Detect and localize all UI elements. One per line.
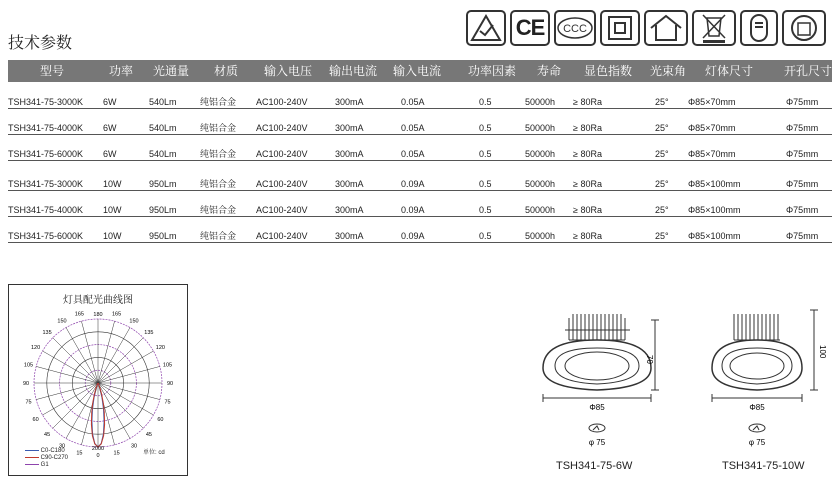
table-cell: 0.09A [401,231,425,241]
polar-spoke [81,321,98,383]
table-cell: 纯铝合金 [200,179,237,189]
table-cell: 0.05A [401,123,425,133]
polar-spoke [43,351,98,383]
column-header: 材质 [213,64,238,78]
column-header: 输入电流 [392,64,441,78]
table-cell: 50000h [525,97,556,107]
table-cell: 50000h [525,149,556,159]
angle-label-left: 120 [31,345,41,351]
legend-c90-label: C90-C270 [40,455,69,461]
table-cell: 0.5 [479,179,492,189]
polar-diagram [8,284,188,476]
polar-spoke [98,328,130,383]
angle-label-left: 60 [32,417,39,423]
legend-c90 [25,455,68,462]
angle-label-left: 105 [23,362,34,369]
table-cell: 纯铝合金 [200,231,237,241]
cutout-label-10w: φ 75 [748,438,766,447]
polar-spoke [98,321,115,383]
table-cell: 300mA [335,205,364,215]
table-cell: AC100-240V [256,231,308,241]
table-cell: 纯铝合金 [200,97,237,107]
cutout-label-6w: φ 75 [588,438,606,447]
angle-label-right: 45 [145,431,152,438]
table-cell: Φ85×70mm [688,149,736,159]
column-header: 寿命 [536,64,561,78]
angle-label-left: 150 [57,318,67,325]
polar-spoke [36,383,98,400]
column-header: 显色指数 [583,64,632,78]
table-cell: 25° [655,205,669,215]
diameter-label-6w: Φ85 [589,403,605,412]
table-cell: Φ75mm [786,205,819,215]
table-header [8,60,832,82]
table-cell: 300mA [335,179,364,189]
table-cell: 10W [103,205,122,215]
scale-label: 2000 [91,446,105,452]
table-cell: ≥ 80Ra [573,231,602,241]
table-cell: 纯铝合金 [200,205,237,215]
table-cell: TSH341-75-6000K [8,231,84,241]
product-label-10w: TSH341-75-10W [722,460,805,472]
table-cell: ≥ 80Ra [573,205,602,215]
table-cell: Φ75mm [786,179,819,189]
column-header: 功率 [108,64,133,78]
page-title: 技术参数 [8,35,73,52]
angle-label-left: 45 [44,431,51,438]
table-cell: AC100-240V [256,149,308,159]
table-cell: 10W [103,179,122,189]
table-cell: AC100-240V [256,123,308,133]
polar-spoke [66,383,98,438]
table-cell: Φ75mm [786,231,819,241]
angle-label-right: 30 [130,443,138,450]
table-cell: TSH341-75-3000K [8,179,84,189]
table-row [8,230,832,243]
table-cell: 25° [655,149,669,159]
table-cell: ≥ 80Ra [573,123,602,133]
table-row [8,122,832,135]
angle-label-right: 150 [129,318,139,325]
dimmable-icon [740,10,778,46]
table-cell: 25° [655,123,669,133]
ce-icon: CE [510,10,550,46]
table-cell: 0.09A [401,205,425,215]
table-cell: Φ75mm [786,97,819,107]
table-cell: 0.05A [401,97,425,107]
polar-spoke [43,383,98,415]
table-cell: ≥ 80Ra [573,97,602,107]
angle-label-left: 165 [74,311,84,318]
polar-spoke [66,328,98,383]
table-cell: TSH341-75-4000K [8,123,84,133]
table-cell: 25° [655,97,669,107]
legend-g1 [25,462,49,469]
table-cell: 纯铝合金 [200,149,237,159]
table-row [8,204,832,217]
angle-label-left: 75 [25,399,32,406]
column-header: 功率因素 [467,64,516,78]
table-cell: Φ85×70mm [688,123,736,133]
height-label-10w: 100 [818,345,827,359]
table-cell: 0.5 [479,123,492,133]
polar-spoke [98,351,153,383]
angle-label-right: 75 [164,399,171,406]
table-cell: ≥ 80Ra [573,179,602,189]
angle-label-right: 135 [144,330,154,337]
table-cell: AC100-240V [256,97,308,107]
polar-spoke [98,338,143,383]
table-cell: 25° [655,179,669,189]
table-cell: Φ85×70mm [688,97,736,107]
table-cell: Φ85×100mm [688,179,741,189]
rcm-icon [466,10,506,46]
table-cell: 300mA [335,231,364,241]
table-cell: 6W [103,97,117,107]
table-cell: 50000h [525,205,556,215]
polar-spoke [98,383,160,400]
angle-label-right: 165 [112,311,122,318]
table-cell: Φ75mm [786,149,819,159]
table-cell: 0.5 [479,231,492,241]
table-cell: 300mA [335,97,364,107]
table-cell: AC100-240V [256,205,308,215]
ip-icon [782,10,826,46]
table-cell: Φ85×100mm [688,231,741,241]
angle-label-right: 105 [162,362,173,369]
table-cell: TSH341-75-6000K [8,149,84,159]
indoor-use-icon [644,10,688,46]
polar-spoke [36,366,98,383]
angle-label-left: 30 [58,443,66,450]
table-cell: 300mA [335,123,364,133]
table-row [8,96,832,109]
angle-label-right: 90 [166,381,174,387]
column-header: 型号 [39,64,64,78]
legend-c0-label: C0-C180 [40,448,65,454]
diameter-label-10w: Φ85 [749,403,765,412]
table-cell: 950Lm [149,231,177,241]
table-cell: 950Lm [149,179,177,189]
table-cell: TSH341-75-3000K [8,97,84,107]
legend-g1-label: G1 [40,462,49,468]
polar-spoke [98,366,160,383]
polar-spoke [98,383,153,415]
table-cell: 540Lm [149,149,177,159]
column-header: 光束角 [649,64,686,78]
table-cell: 6W [103,123,117,133]
table-row [8,178,832,191]
column-header: 灯体尺寸 [704,64,753,78]
table-cell: 300mA [335,149,364,159]
angle-label-bottom: 0 [96,453,100,459]
table-cell: 50000h [525,179,556,189]
product-label-6w: TSH341-75-6W [556,460,633,472]
table-cell: 纯铝合金 [200,123,237,133]
angle-label-right: 60 [157,417,164,423]
table-cell: 25° [655,231,669,241]
table-row [8,148,832,161]
weee-icon [692,10,736,46]
product-drawing-6w [535,300,660,460]
legend-c0 [25,448,65,455]
column-header: 开孔尺寸 [783,64,832,78]
table-cell: 0.5 [479,149,492,159]
table-cell: Φ75mm [786,123,819,133]
table-cell: Φ85×100mm [688,205,741,215]
column-header: 输出电流 [328,64,377,78]
angle-label-left: 90 [22,381,30,387]
table-cell: ≥ 80Ra [573,149,602,159]
unit-label: 单位: cd [143,450,165,456]
polar-title: 灯具配光曲线图 [63,295,133,306]
table-cell: 50000h [525,123,556,133]
angle-label-right: 15 [113,450,120,457]
polar-spoke [98,383,130,438]
ccc-icon [554,10,596,46]
polar-spoke [53,338,98,383]
table-cell: AC100-240V [256,179,308,189]
angle-label-right: 120 [155,345,165,351]
table-cell: 10W [103,231,122,241]
product-drawing-10w [702,300,832,460]
column-header: 输入电压 [263,64,312,78]
table-cell: 950Lm [149,205,177,215]
angle-label-left: 135 [42,330,52,337]
angle-label-top: 180 [93,312,103,318]
column-header: 光通量 [152,64,189,78]
ccc-text: CCC [563,23,587,35]
table-cell: 0.09A [401,179,425,189]
height-label-6w: 70 [645,355,654,364]
double-insulation-icon [600,10,640,46]
table-cell: 0.05A [401,149,425,159]
table-cell: 540Lm [149,123,177,133]
table-cell: 540Lm [149,97,177,107]
angle-label-left: 15 [76,450,83,457]
table-cell: TSH341-75-4000K [8,205,84,215]
table-cell: 0.5 [479,97,492,107]
table-cell: 6W [103,149,117,159]
table-cell: 0.5 [479,205,492,215]
table-cell: 50000h [525,231,556,241]
